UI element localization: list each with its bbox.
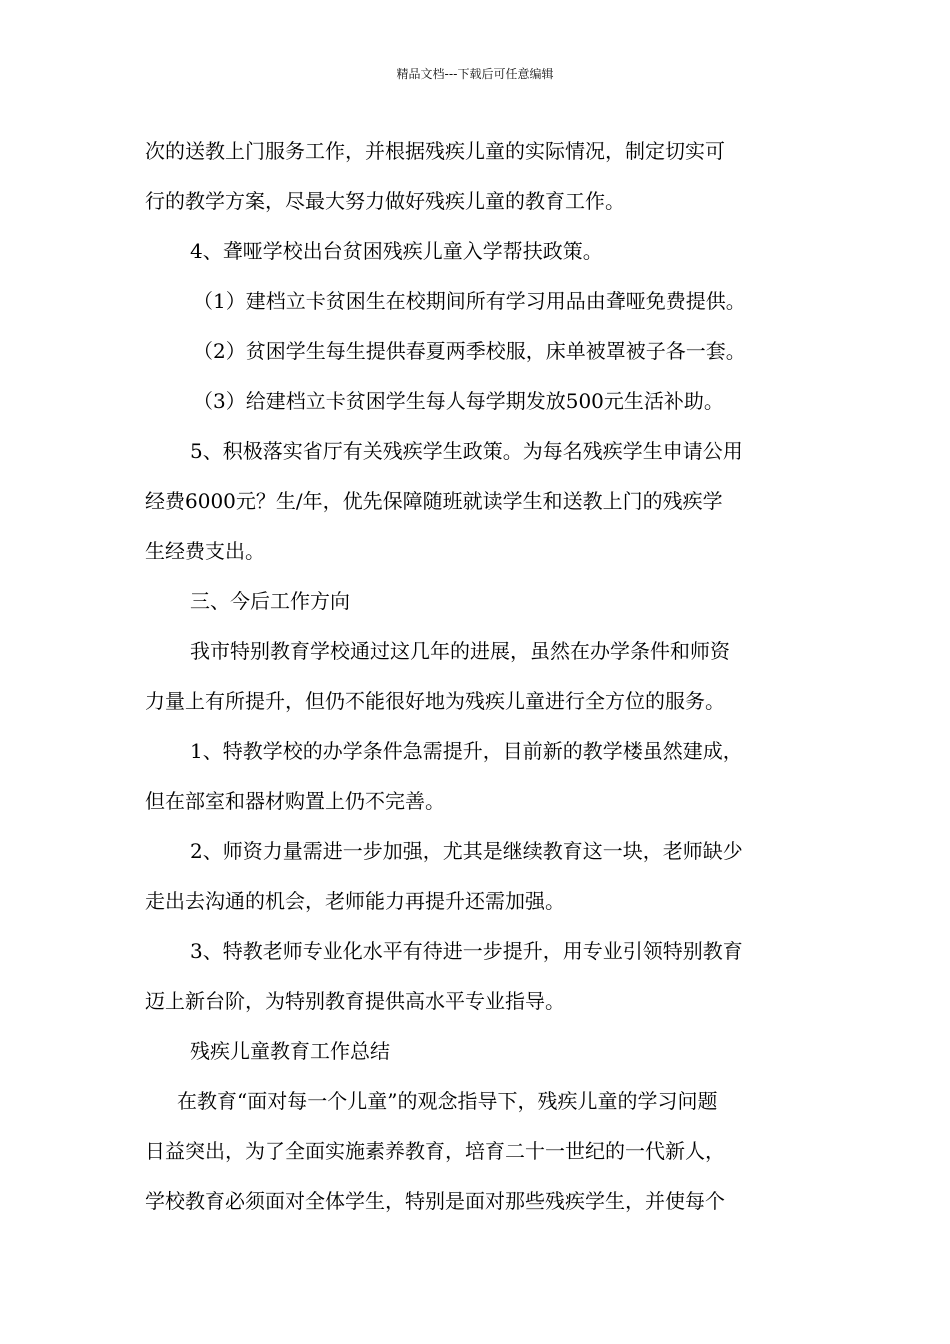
section-heading: 三、今后工作方向 — [190, 589, 350, 613]
text-line: 力量上有所提升，但仍不能很好地为残疾儿童进行全方位的服务。 — [145, 689, 725, 713]
text-line: 次的送教上门服务工作，并根据残疾儿童的实际情况，制定切实可 — [145, 139, 725, 163]
page-header: 精品文档---下载后可任意编辑 — [396, 67, 554, 81]
text-line: 1、特教学校的办学条件急需提升，目前新的教学楼虽然建成， — [190, 739, 743, 763]
text-line: 5、积极落实省厅有关残疾学生政策。为每名残疾学生申请公用 — [190, 439, 743, 463]
text-line: 日益突出，为了全面实施素养教育，培育二十一世纪的一代新人， — [145, 1139, 725, 1163]
text-line: 走出去沟通的机会，老师能力再提升还需加强。 — [145, 889, 565, 913]
section-title: 残疾儿童教育工作总结 — [190, 1039, 390, 1063]
document-body — [145, 131, 810, 1231]
list-item: （2）贫困学生每生提供春夏两季校服，床单被罩被子各一套。 — [193, 339, 746, 363]
text-line: 行的教学方案，尽最大努力做好残疾儿童的教育工作。 — [145, 189, 625, 213]
list-item: （1）建档立卡贫困生在校期间所有学习用品由聋哑免费提供。 — [193, 289, 746, 313]
text-line: 但在部室和器材购置上仍不完善。 — [145, 789, 445, 813]
text-line: 2、师资力量需进一步加强，尤其是继续教育这一块，老师缺少 — [190, 839, 743, 863]
text-line: 我市特别教育学校通过这几年的进展，虽然在办学条件和师资 — [190, 639, 730, 663]
list-item: （3）给建档立卡贫困学生每人每学期发放500元生活补助。 — [193, 389, 724, 413]
text-line: 迈上新台阶，为特别教育提供高水平专业指导。 — [145, 989, 565, 1013]
text-line: 生经费支出。 — [145, 539, 265, 563]
text-line: 在教育“面对每一个儿童”的观念指导下，残疾儿童的学习问题 — [177, 1089, 718, 1113]
text-line: 学校教育必须面对全体学生，特别是面对那些残疾学生，并使每个 — [145, 1189, 725, 1213]
text-line: 3、特教老师专业化水平有待进一步提升，用专业引领特别教育 — [190, 939, 743, 963]
text-line: 经费6000元？生/年，优先保障随班就读学生和送教上门的残疾学 — [145, 489, 723, 513]
text-line: 4、聋哑学校出台贫困残疾儿童入学帮扶政策。 — [190, 239, 603, 263]
